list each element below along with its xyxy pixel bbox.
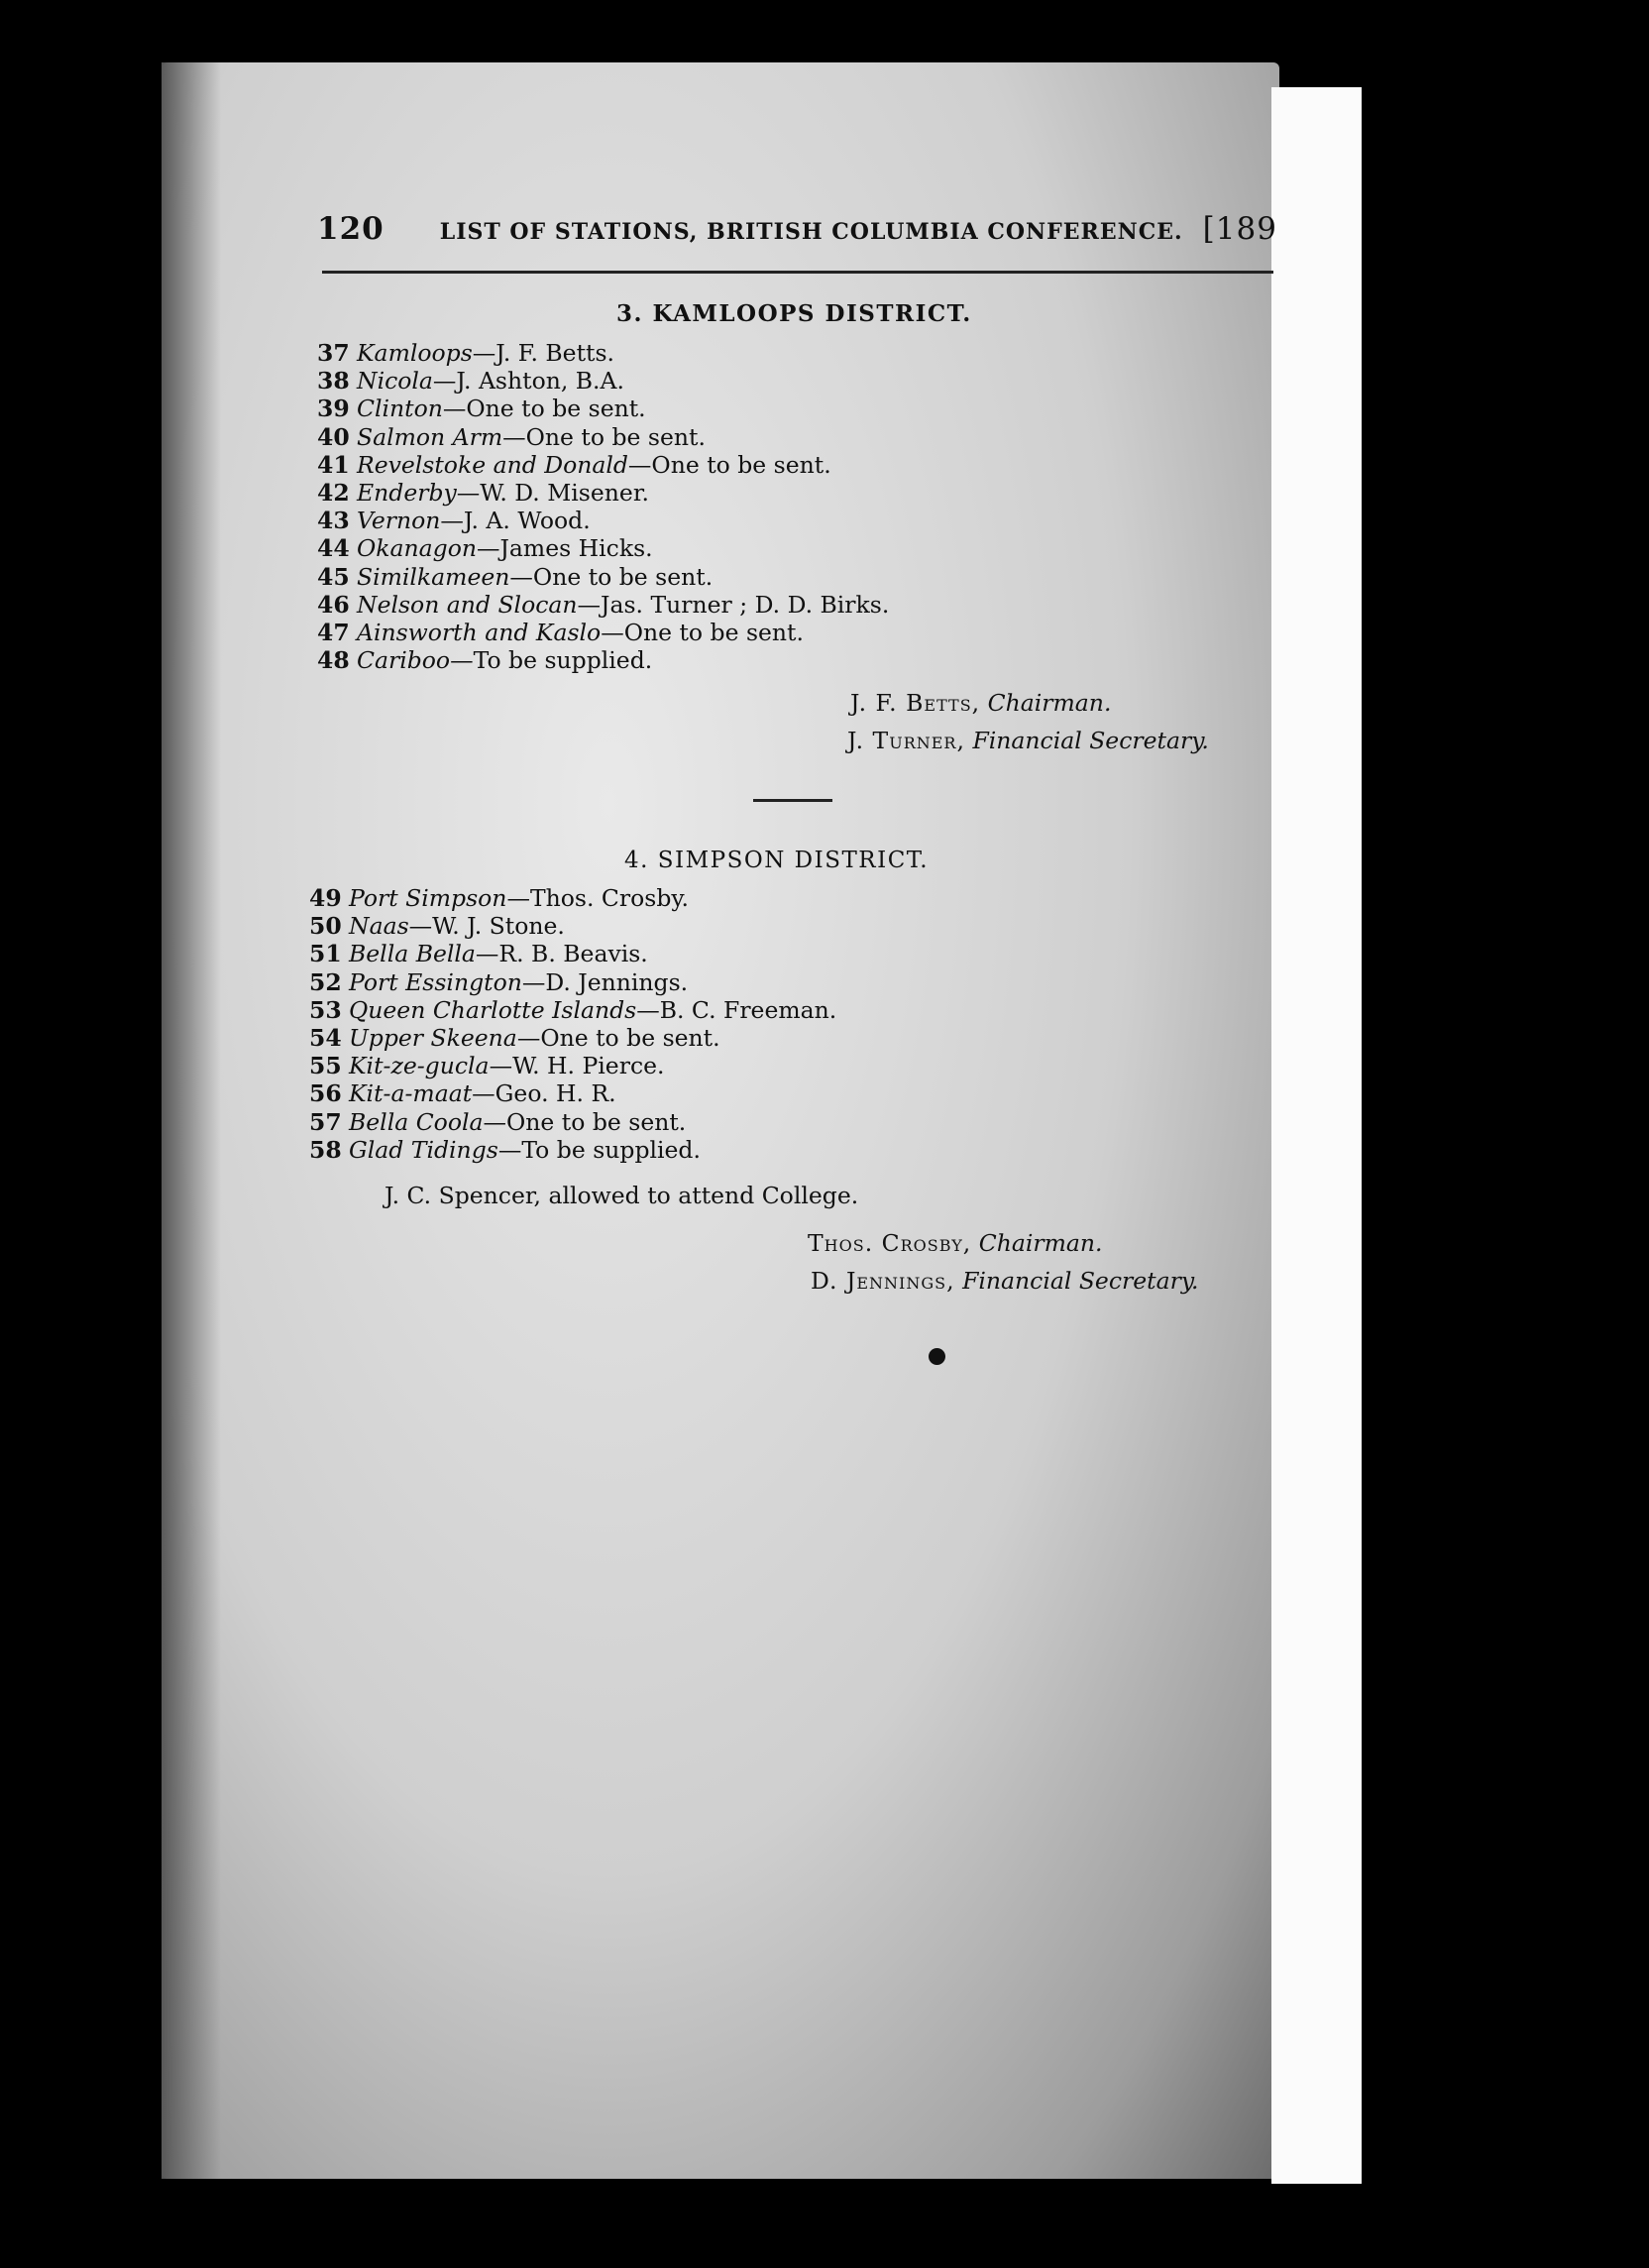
station-number: 39 [317,395,350,423]
station-number: 44 [317,534,350,563]
station-place: Bella Coola [349,1107,484,1136]
station-entry [309,1136,836,1164]
station-place: Cariboo [357,646,451,675]
station-place: Naas [349,912,409,941]
station-place: Bella Bella [349,940,476,968]
station-entry [309,912,836,940]
station-assignment: —J. F. Betts. [472,339,614,367]
station-number: 58 [309,1135,342,1164]
simpson-district-title: 4. SIMPSON DISTRICT. [624,848,930,873]
station-assignment: —James Hicks. [477,534,653,563]
secretary-role: Financial Secretary. [962,1267,1199,1295]
station-number: 49 [309,884,342,912]
station-number: 51 [309,940,342,968]
station-number: 40 [317,422,350,451]
station-place: Kamloops [357,339,473,367]
station-entry [309,996,836,1024]
station-number: 55 [309,1052,342,1080]
station-assignment: —One to be sent. [601,619,804,647]
station-place: Clinton [357,395,443,423]
station-assignment: —W. D. Misener. [456,479,649,508]
station-number: 47 [317,619,350,647]
station-assignment: —One to be sent. [442,395,646,423]
station-assignment: —Thos. Crosby. [506,884,690,912]
station-place: Ainsworth and Kaslo [357,619,602,647]
station-place: Salmon Arm [357,422,503,451]
station-assignment: —One to be sent. [509,562,714,591]
facing-page-strip [1271,87,1362,2184]
station-place: Kit-ze-gucla [349,1052,490,1080]
station-place: Kit-a-maat [349,1079,473,1108]
running-head [317,211,1278,247]
kamloops-chairman-signature [850,689,1111,717]
station-number: 45 [317,562,350,591]
station-place: Queen Charlotte Islands [349,995,637,1024]
station-number: 38 [317,367,350,396]
station-entry [317,619,889,646]
station-entry [309,1079,836,1107]
station-entry [317,395,889,422]
station-entry [309,884,836,912]
station-assignment: —One to be sent. [483,1107,687,1136]
kamloops-station-list [317,339,889,674]
college-note: J. C. Spencer, allowed to attend College. [385,1182,859,1209]
station-entry [317,423,889,451]
station-assignment: —J. A. Wood. [440,507,591,535]
station-entry [317,646,889,674]
station-assignment: —W. H. Pierce. [489,1052,665,1080]
station-assignment: —One to be sent. [516,1024,720,1053]
section-divider [753,799,832,802]
station-entry [309,1024,836,1052]
station-number: 56 [309,1079,342,1108]
station-entry [309,1108,836,1136]
station-number: 54 [309,1024,342,1053]
station-entry [317,339,889,367]
station-entry [317,534,889,562]
station-place: Vernon [357,507,441,535]
station-place: Nelson and Slocan [357,590,578,619]
station-assignment: —Geo. H. R. [472,1079,616,1108]
simpson-chairman-signature [808,1229,1103,1257]
chairman-name: J. F. Betts, [850,689,981,717]
chairman-role: Chairman. [987,689,1112,717]
simpson-station-list [309,884,836,1164]
secretary-role: Financial Secretary. [972,727,1209,754]
station-place: Similkameen [357,562,510,591]
station-assignment: —J. Ashton, B.A. [432,367,624,396]
secretary-name: J. Turner, [847,727,965,754]
header-rule [322,271,1273,274]
year-fragment: [189 [1202,211,1277,247]
station-entry [309,968,836,996]
station-entry [317,591,889,619]
station-number: 37 [317,339,350,367]
page-header-title: LIST OF STATIONS, BRITISH COLUMBIA CONFERENCE. [439,219,1183,245]
station-number: 53 [309,995,342,1024]
station-number: 48 [317,646,350,675]
chairman-role: Chairman. [978,1229,1103,1257]
station-place: Revelstoke and Donald [357,450,628,479]
station-place: Okanagon [357,534,477,563]
chairman-name: Thos. Crosby, [808,1229,972,1257]
station-number: 57 [309,1107,342,1136]
station-place: Port Simpson [349,884,507,912]
station-assignment: —To be supplied. [497,1135,701,1164]
station-number: 52 [309,967,342,996]
station-place: Glad Tidings [349,1135,498,1164]
ink-spot [929,1348,945,1365]
station-assignment: —Jas. Turner ; D. D. Birks. [577,590,890,619]
station-entry [309,1052,836,1079]
kamloops-district-title: 3. KAMLOOPS DISTRICT. [616,300,972,327]
station-entry [317,563,889,591]
station-assignment: —To be supplied. [450,646,653,675]
page-shadow [162,62,221,2179]
station-assignment: —R. B. Beavis. [475,940,648,968]
station-entry [309,940,836,967]
station-number: 50 [309,912,342,941]
station-place: Upper Skeena [349,1024,517,1053]
station-assignment: —D. Jennings. [521,967,689,996]
station-assignment: —One to be sent. [627,450,831,479]
station-entry [317,507,889,534]
station-entry [317,367,889,395]
station-place: Nicola [357,367,433,396]
station-assignment: —W. J. Stone. [408,912,565,941]
station-place: Port Essington [349,967,522,996]
station-number: 43 [317,507,350,535]
station-entry [317,451,889,479]
station-entry [317,479,889,507]
station-number: 41 [317,450,350,479]
station-assignment: —B. C. Freeman. [636,995,837,1024]
station-assignment: —One to be sent. [502,422,706,451]
simpson-secretary-signature [811,1267,1198,1295]
station-number: 46 [317,590,350,619]
secretary-name: D. Jennings, [811,1267,955,1295]
station-number: 42 [317,479,350,508]
kamloops-secretary-signature [847,727,1209,754]
page-number: 120 [317,211,385,247]
station-place: Enderby [357,479,457,508]
